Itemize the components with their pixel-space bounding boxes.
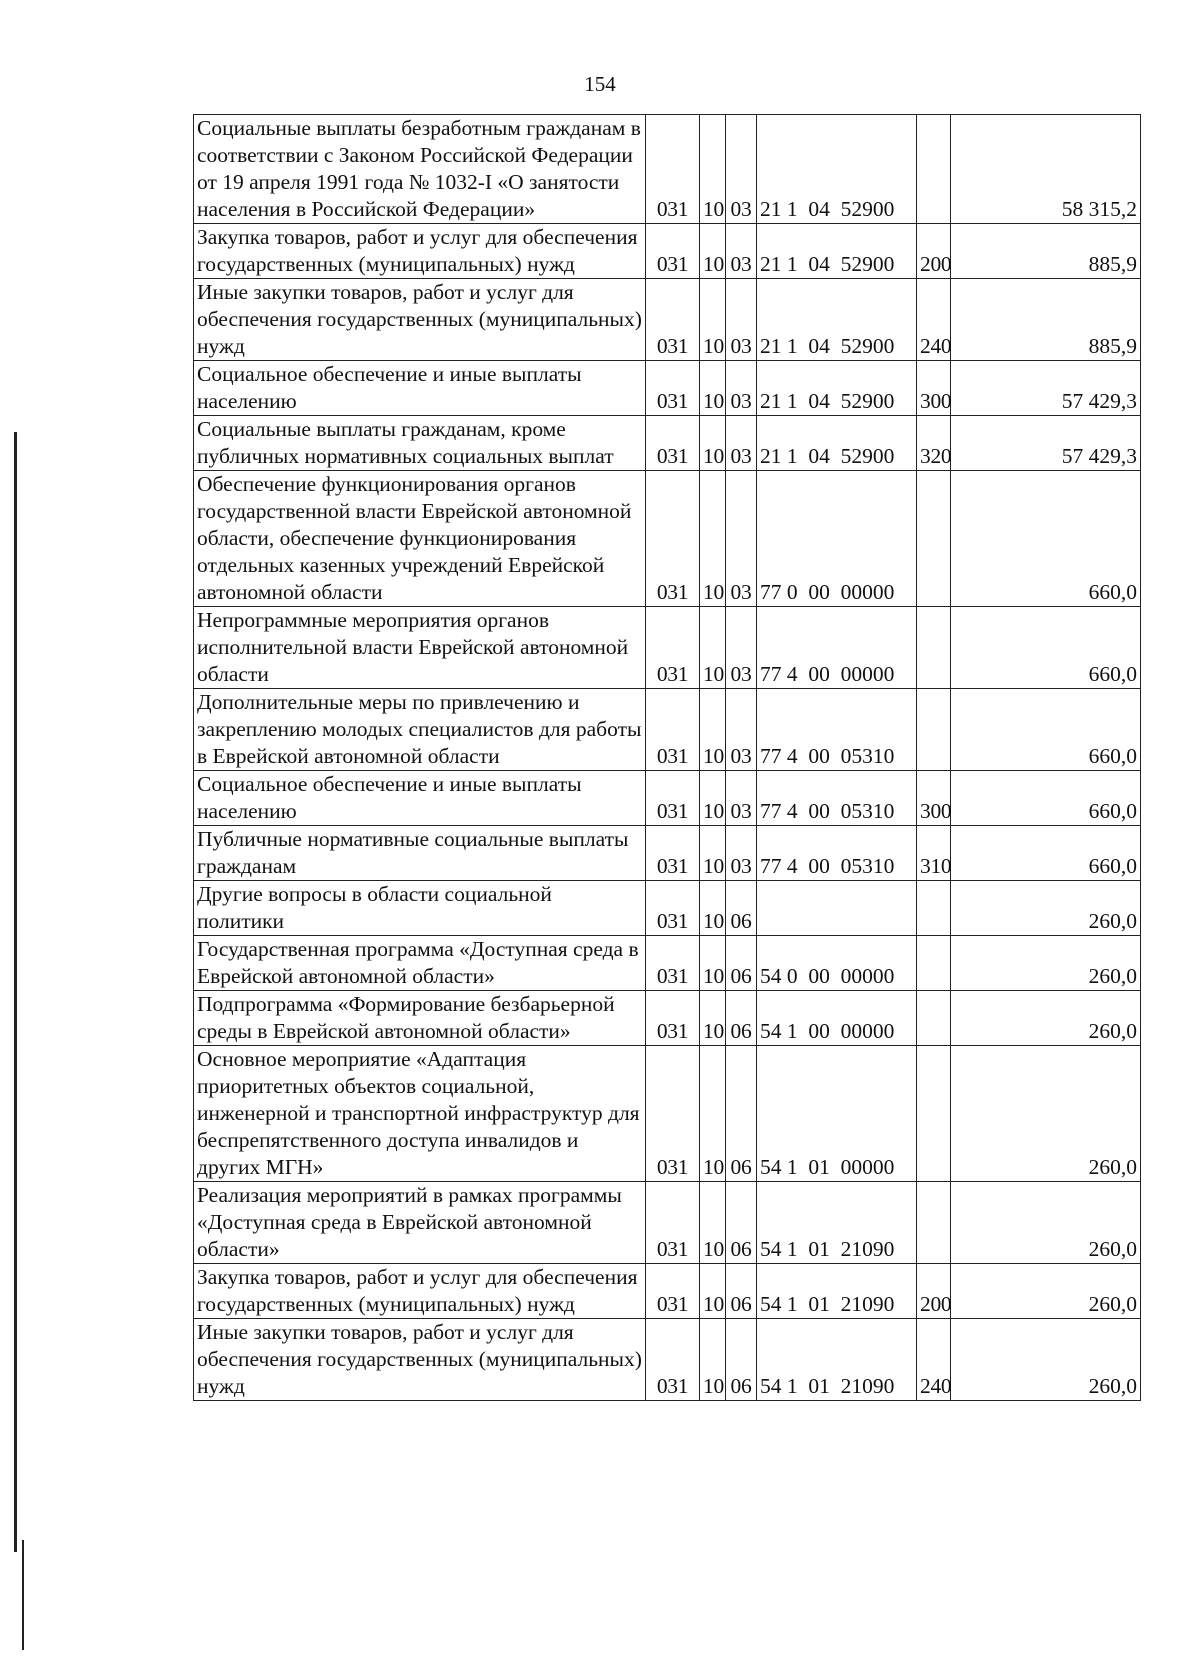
amount: 260,0 [951, 1264, 1141, 1319]
expense-type-code [917, 1182, 951, 1264]
ministry-code: 031 [646, 936, 700, 991]
target-article-code [757, 881, 917, 936]
section-code: 10 [700, 1264, 726, 1319]
row-name: Подпрограмма «Формирование безбарьерной среды в Еврейской автономной области» [194, 991, 646, 1046]
expense-type-code [917, 881, 951, 936]
amount: 260,0 [951, 936, 1141, 991]
target-article-code: 54 1 01 21090 [757, 1319, 917, 1401]
ministry-code: 031 [646, 771, 700, 826]
ministry-code: 031 [646, 826, 700, 881]
subsection-code: 06 [726, 1046, 757, 1182]
table-row [194, 881, 1141, 936]
row-name: Государственная программа «Доступная среда в Еврейской автономной области» [194, 936, 646, 991]
subsection-code: 03 [726, 689, 757, 771]
table-row [194, 936, 1141, 991]
expense-type-code [917, 471, 951, 607]
row-name: Реализация мероприятий в рамках программы «Доступная среда в Еврейской автономной области» [194, 1182, 646, 1264]
row-name: Обеспечение функционирования органов государственной власти Еврейской автономной области, обеспечение функционирования отдельных казенных учреждений Еврейской автономной области [194, 471, 646, 607]
target-article-code: 54 1 00 00000 [757, 991, 917, 1046]
section-code: 10 [700, 936, 726, 991]
target-article-code: 77 4 00 05310 [757, 826, 917, 881]
ministry-code: 031 [646, 115, 700, 224]
section-code: 10 [700, 881, 726, 936]
subsection-code: 03 [726, 771, 757, 826]
expense-type-code: 310 [917, 826, 951, 881]
amount: 260,0 [951, 1319, 1141, 1401]
section-code: 10 [700, 1319, 726, 1401]
subsection-code: 03 [726, 115, 757, 224]
table-row [194, 1046, 1141, 1182]
section-code: 10 [700, 416, 726, 471]
ministry-code: 031 [646, 1264, 700, 1319]
ministry-code: 031 [646, 607, 700, 689]
row-name: Иные закупки товаров, работ и услуг для обеспечения государственных (муниципальных) нужд [194, 1319, 646, 1401]
subsection-code: 06 [726, 991, 757, 1046]
expense-type-code [917, 991, 951, 1046]
expense-type-code: 300 [917, 361, 951, 416]
target-article-code: 77 4 00 05310 [757, 689, 917, 771]
subsection-code: 03 [726, 607, 757, 689]
target-article-code: 54 1 01 21090 [757, 1264, 917, 1319]
amount: 660,0 [951, 607, 1141, 689]
ministry-code: 031 [646, 1319, 700, 1401]
expense-type-code: 200 [917, 1264, 951, 1319]
section-code: 10 [700, 771, 726, 826]
ministry-code: 031 [646, 689, 700, 771]
expense-type-code: 200 [917, 224, 951, 279]
amount: 260,0 [951, 881, 1141, 936]
page-number: 154 [584, 72, 616, 96]
ministry-code: 031 [646, 224, 700, 279]
amount: 260,0 [951, 1182, 1141, 1264]
row-name: Основное мероприятие «Адаптация приоритетных объектов социальной, инженерной и транспортной инфраструктур для беспрепятственного доступа инвалидов и других МГН» [194, 1046, 646, 1182]
ministry-code: 031 [646, 361, 700, 416]
target-article-code: 21 1 04 52900 [757, 115, 917, 224]
subsection-code: 06 [726, 881, 757, 936]
ministry-code: 031 [646, 471, 700, 607]
amount: 660,0 [951, 826, 1141, 881]
amount: 58 315,2 [951, 115, 1141, 224]
expense-type-code: 240 [917, 279, 951, 361]
section-code: 10 [700, 471, 726, 607]
row-name: Иные закупки товаров, работ и услуг для обеспечения государственных (муниципальных) нужд [194, 279, 646, 361]
subsection-code: 06 [726, 1182, 757, 1264]
target-article-code: 54 1 01 21090 [757, 1182, 917, 1264]
scan-edge-line [14, 432, 17, 1552]
table-row [194, 771, 1141, 826]
section-code: 10 [700, 1182, 726, 1264]
table-row [194, 607, 1141, 689]
subsection-code: 03 [726, 416, 757, 471]
target-article-code: 21 1 04 52900 [757, 361, 917, 416]
table-row [194, 689, 1141, 771]
subsection-code: 03 [726, 361, 757, 416]
budget-table [193, 114, 1141, 1401]
expense-type-code: 320 [917, 416, 951, 471]
section-code: 10 [700, 991, 726, 1046]
section-code: 10 [700, 279, 726, 361]
ministry-code: 031 [646, 1182, 700, 1264]
row-name: Другие вопросы в области социальной политики [194, 881, 646, 936]
row-name: Закупка товаров, работ и услуг для обеспечения государственных (муниципальных) нужд [194, 1264, 646, 1319]
section-code: 10 [700, 607, 726, 689]
target-article-code: 77 4 00 05310 [757, 771, 917, 826]
expense-type-code [917, 115, 951, 224]
section-code: 10 [700, 224, 726, 279]
subsection-code: 03 [726, 279, 757, 361]
expense-type-code [917, 607, 951, 689]
ministry-code: 031 [646, 1046, 700, 1182]
section-code: 10 [700, 826, 726, 881]
table-row [194, 115, 1141, 224]
amount: 57 429,3 [951, 361, 1141, 416]
subsection-code: 06 [726, 936, 757, 991]
amount: 660,0 [951, 471, 1141, 607]
ministry-code: 031 [646, 991, 700, 1046]
target-article-code: 21 1 04 52900 [757, 416, 917, 471]
expense-type-code: 240 [917, 1319, 951, 1401]
table-row [194, 279, 1141, 361]
target-article-code: 54 1 01 00000 [757, 1046, 917, 1182]
section-code: 10 [700, 361, 726, 416]
row-name: Социальные выплаты гражданам, кроме публичных нормативных социальных выплат [194, 416, 646, 471]
table-row [194, 224, 1141, 279]
scan-edge-line [22, 1540, 24, 1650]
table-row [194, 991, 1141, 1046]
amount: 660,0 [951, 771, 1141, 826]
row-name: Дополнительные меры по привлечению и закреплению молодых специалистов для работы в Еврейской автономной области [194, 689, 646, 771]
amount: 57 429,3 [951, 416, 1141, 471]
row-name: Социальные выплаты безработным гражданам в соответствии с Законом Российской Федерации от 19 апреля 1991 года № 1032-I «О занятости населения в Российской Федерации» [194, 115, 646, 224]
row-name: Публичные нормативные социальные выплаты гражданам [194, 826, 646, 881]
row-name: Закупка товаров, работ и услуг для обеспечения государственных (муниципальных) нужд [194, 224, 646, 279]
subsection-code: 03 [726, 224, 757, 279]
subsection-code: 06 [726, 1264, 757, 1319]
table-row [194, 471, 1141, 607]
section-code: 10 [700, 115, 726, 224]
subsection-code: 06 [726, 1319, 757, 1401]
amount: 885,9 [951, 224, 1141, 279]
amount: 260,0 [951, 991, 1141, 1046]
table-row [194, 1319, 1141, 1401]
table-row [194, 826, 1141, 881]
ministry-code: 031 [646, 881, 700, 936]
amount: 660,0 [951, 689, 1141, 771]
target-article-code: 21 1 04 52900 [757, 279, 917, 361]
table-row [194, 1264, 1141, 1319]
expense-type-code [917, 936, 951, 991]
expense-type-code [917, 689, 951, 771]
ministry-code: 031 [646, 279, 700, 361]
table-row [194, 361, 1141, 416]
section-code: 10 [700, 1046, 726, 1182]
row-name: Социальное обеспечение и иные выплаты населению [194, 361, 646, 416]
amount: 885,9 [951, 279, 1141, 361]
expense-type-code [917, 1046, 951, 1182]
table-row [194, 1182, 1141, 1264]
target-article-code: 21 1 04 52900 [757, 224, 917, 279]
expense-type-code: 300 [917, 771, 951, 826]
target-article-code: 54 0 00 00000 [757, 936, 917, 991]
table-row [194, 416, 1141, 471]
target-article-code: 77 4 00 00000 [757, 607, 917, 689]
target-article-code: 77 0 00 00000 [757, 471, 917, 607]
subsection-code: 03 [726, 471, 757, 607]
row-name: Непрограммные мероприятия органов исполнительной власти Еврейской автономной области [194, 607, 646, 689]
ministry-code: 031 [646, 416, 700, 471]
subsection-code: 03 [726, 826, 757, 881]
amount: 260,0 [951, 1046, 1141, 1182]
section-code: 10 [700, 689, 726, 771]
row-name: Социальное обеспечение и иные выплаты населению [194, 771, 646, 826]
